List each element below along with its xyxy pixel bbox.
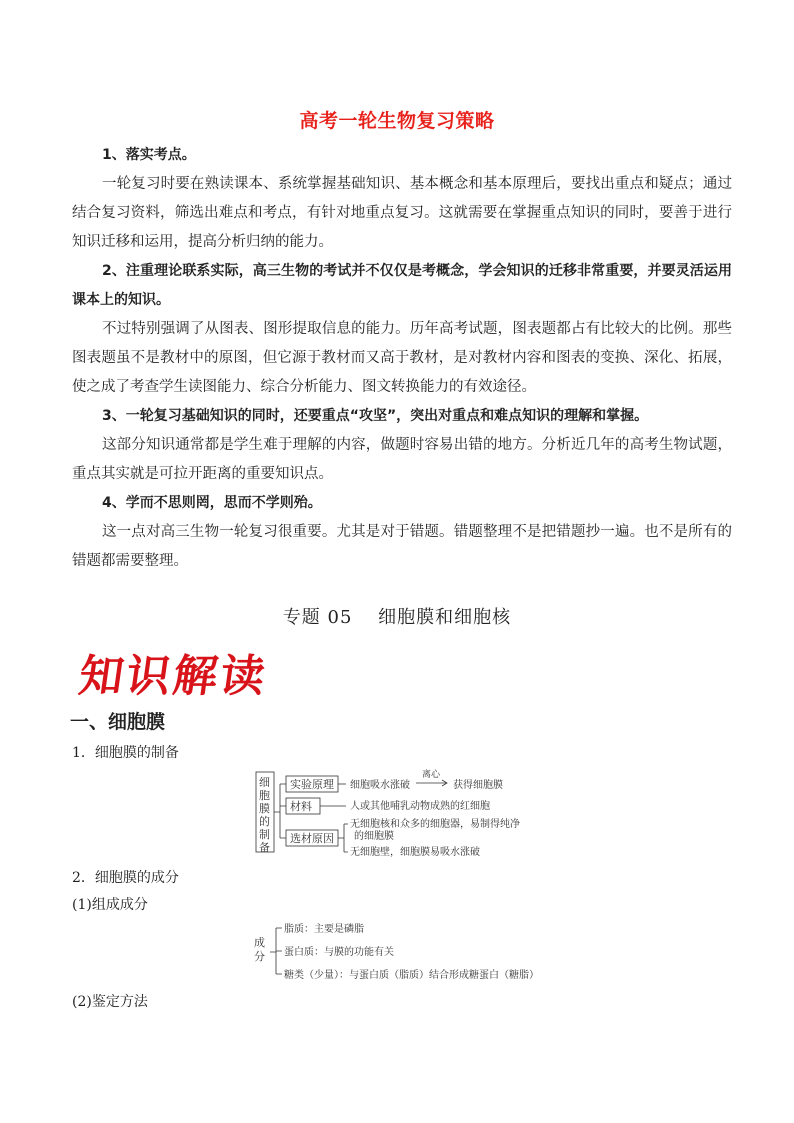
- strategy-heading-3: 3、一轮复习基础知识的同时，还要重点“攻坚”，突出对重点和难点知识的理解和掌握。: [102, 408, 649, 424]
- composition-root: [254, 935, 269, 963]
- preparation-diagram: [250, 766, 630, 858]
- reason-label: 选材原因: [290, 832, 334, 845]
- sub-composition: (1)组成成分: [72, 897, 148, 913]
- material-label: 材料: [290, 800, 312, 813]
- strategy-body-1: 一轮复习时要在熟读课本、系统掌握基础知识、基本概念和基本原理后，要找出重点和疑点；通过结合复习资料，筛选出难点和考点，有针对地重点复习。这就需要在掌握重点知识的同时，要善于进行知识迁移和运用，提高分析归纳的能力。: [72, 176, 732, 250]
- reason-line-1b: 的细胞膜: [354, 831, 394, 842]
- composition-root-char-2: 分: [254, 950, 265, 963]
- component-sugar: 糖类（少量）：与蛋白质（脂质）结合形成糖蛋白（糖脂）: [284, 970, 539, 981]
- section-heading: 一、细胞膜: [70, 711, 166, 733]
- topic-title: 专题 05 细胞膜和细胞核: [282, 607, 512, 628]
- strategy-section: [72, 141, 732, 576]
- root-char-6: 备: [259, 841, 270, 854]
- strategy-heading-2: 2、注重理论联系实际，高三生物的考试并不仅仅是考概念，学会知识的迁移非常重要，并要灵活运用课本上的知识。: [72, 263, 732, 308]
- principle-text-b: 获得细胞膜: [453, 780, 503, 791]
- root-char-4: 的: [259, 815, 270, 828]
- strategy-body-2: 不过特别强调了从图表、图形提取信息的能力。历年高考试题，图表题都占有比较大的比例。那些图表题虽不是教材中的原图，但它源于教材而又高于教材，是对教材内容和图表的变换、深化、拓展，使之成了考查学生读图能力、综合分析能力、图文转换能力的有效途径。: [72, 321, 732, 395]
- root-char-5: 制: [259, 828, 270, 841]
- principle-text-a: 细胞吸水涨破: [350, 780, 410, 791]
- reason-line-2: 无细胞壁，细胞膜易吸水涨破: [350, 847, 480, 858]
- sub-identification-method: (2)鉴定方法: [72, 994, 148, 1010]
- root-char-1: 细: [259, 776, 270, 789]
- item-membrane-preparation: 1．细胞膜的制备: [72, 745, 179, 761]
- component-protein: 蛋白质：与膜的功能有关: [284, 947, 394, 958]
- strategy-body-4: 这一点对高三生物一轮复习很重要。尤其是对于错题。错题整理不是把错题抄一遍。也不是所有的错题都需要整理。: [72, 524, 732, 569]
- root-label: [259, 776, 274, 854]
- item-membrane-components: 2．细胞膜的成分: [72, 870, 179, 886]
- material-text: 人或其他哺乳动物成熟的红细胞: [350, 801, 490, 812]
- principle-label: 实验原理: [290, 778, 334, 791]
- reason-line-1a: 无细胞核和众多的细胞器，易制得纯净: [350, 819, 520, 830]
- knowledge-banner: 知识解读: [75, 651, 271, 702]
- composition-root-char-1: 成: [254, 936, 265, 949]
- strategy-heading-4: 4、学而不思则罔，思而不学则殆。: [102, 495, 322, 511]
- composition-bracket: [270, 928, 282, 974]
- reason-bracket: [338, 824, 348, 852]
- strategy-body-3: 这部分知识通常都是学生难于理解的内容，做题时容易出错的地方。分析近几年的高考生物试题，重点其实就是可拉开距离的重要知识点。: [72, 437, 732, 482]
- root-bracket: [274, 784, 286, 838]
- document-title: 高考一轮生物复习策略: [299, 110, 495, 132]
- composition-diagram: [250, 916, 580, 984]
- centrifuge-label: 离心: [422, 770, 441, 780]
- root-char-3: 膜: [259, 802, 270, 815]
- component-lipid: 脂质：主要是磷脂: [284, 924, 364, 935]
- root-char-2: 胞: [259, 789, 270, 802]
- strategy-heading-1: 1、落实考点。: [102, 147, 196, 163]
